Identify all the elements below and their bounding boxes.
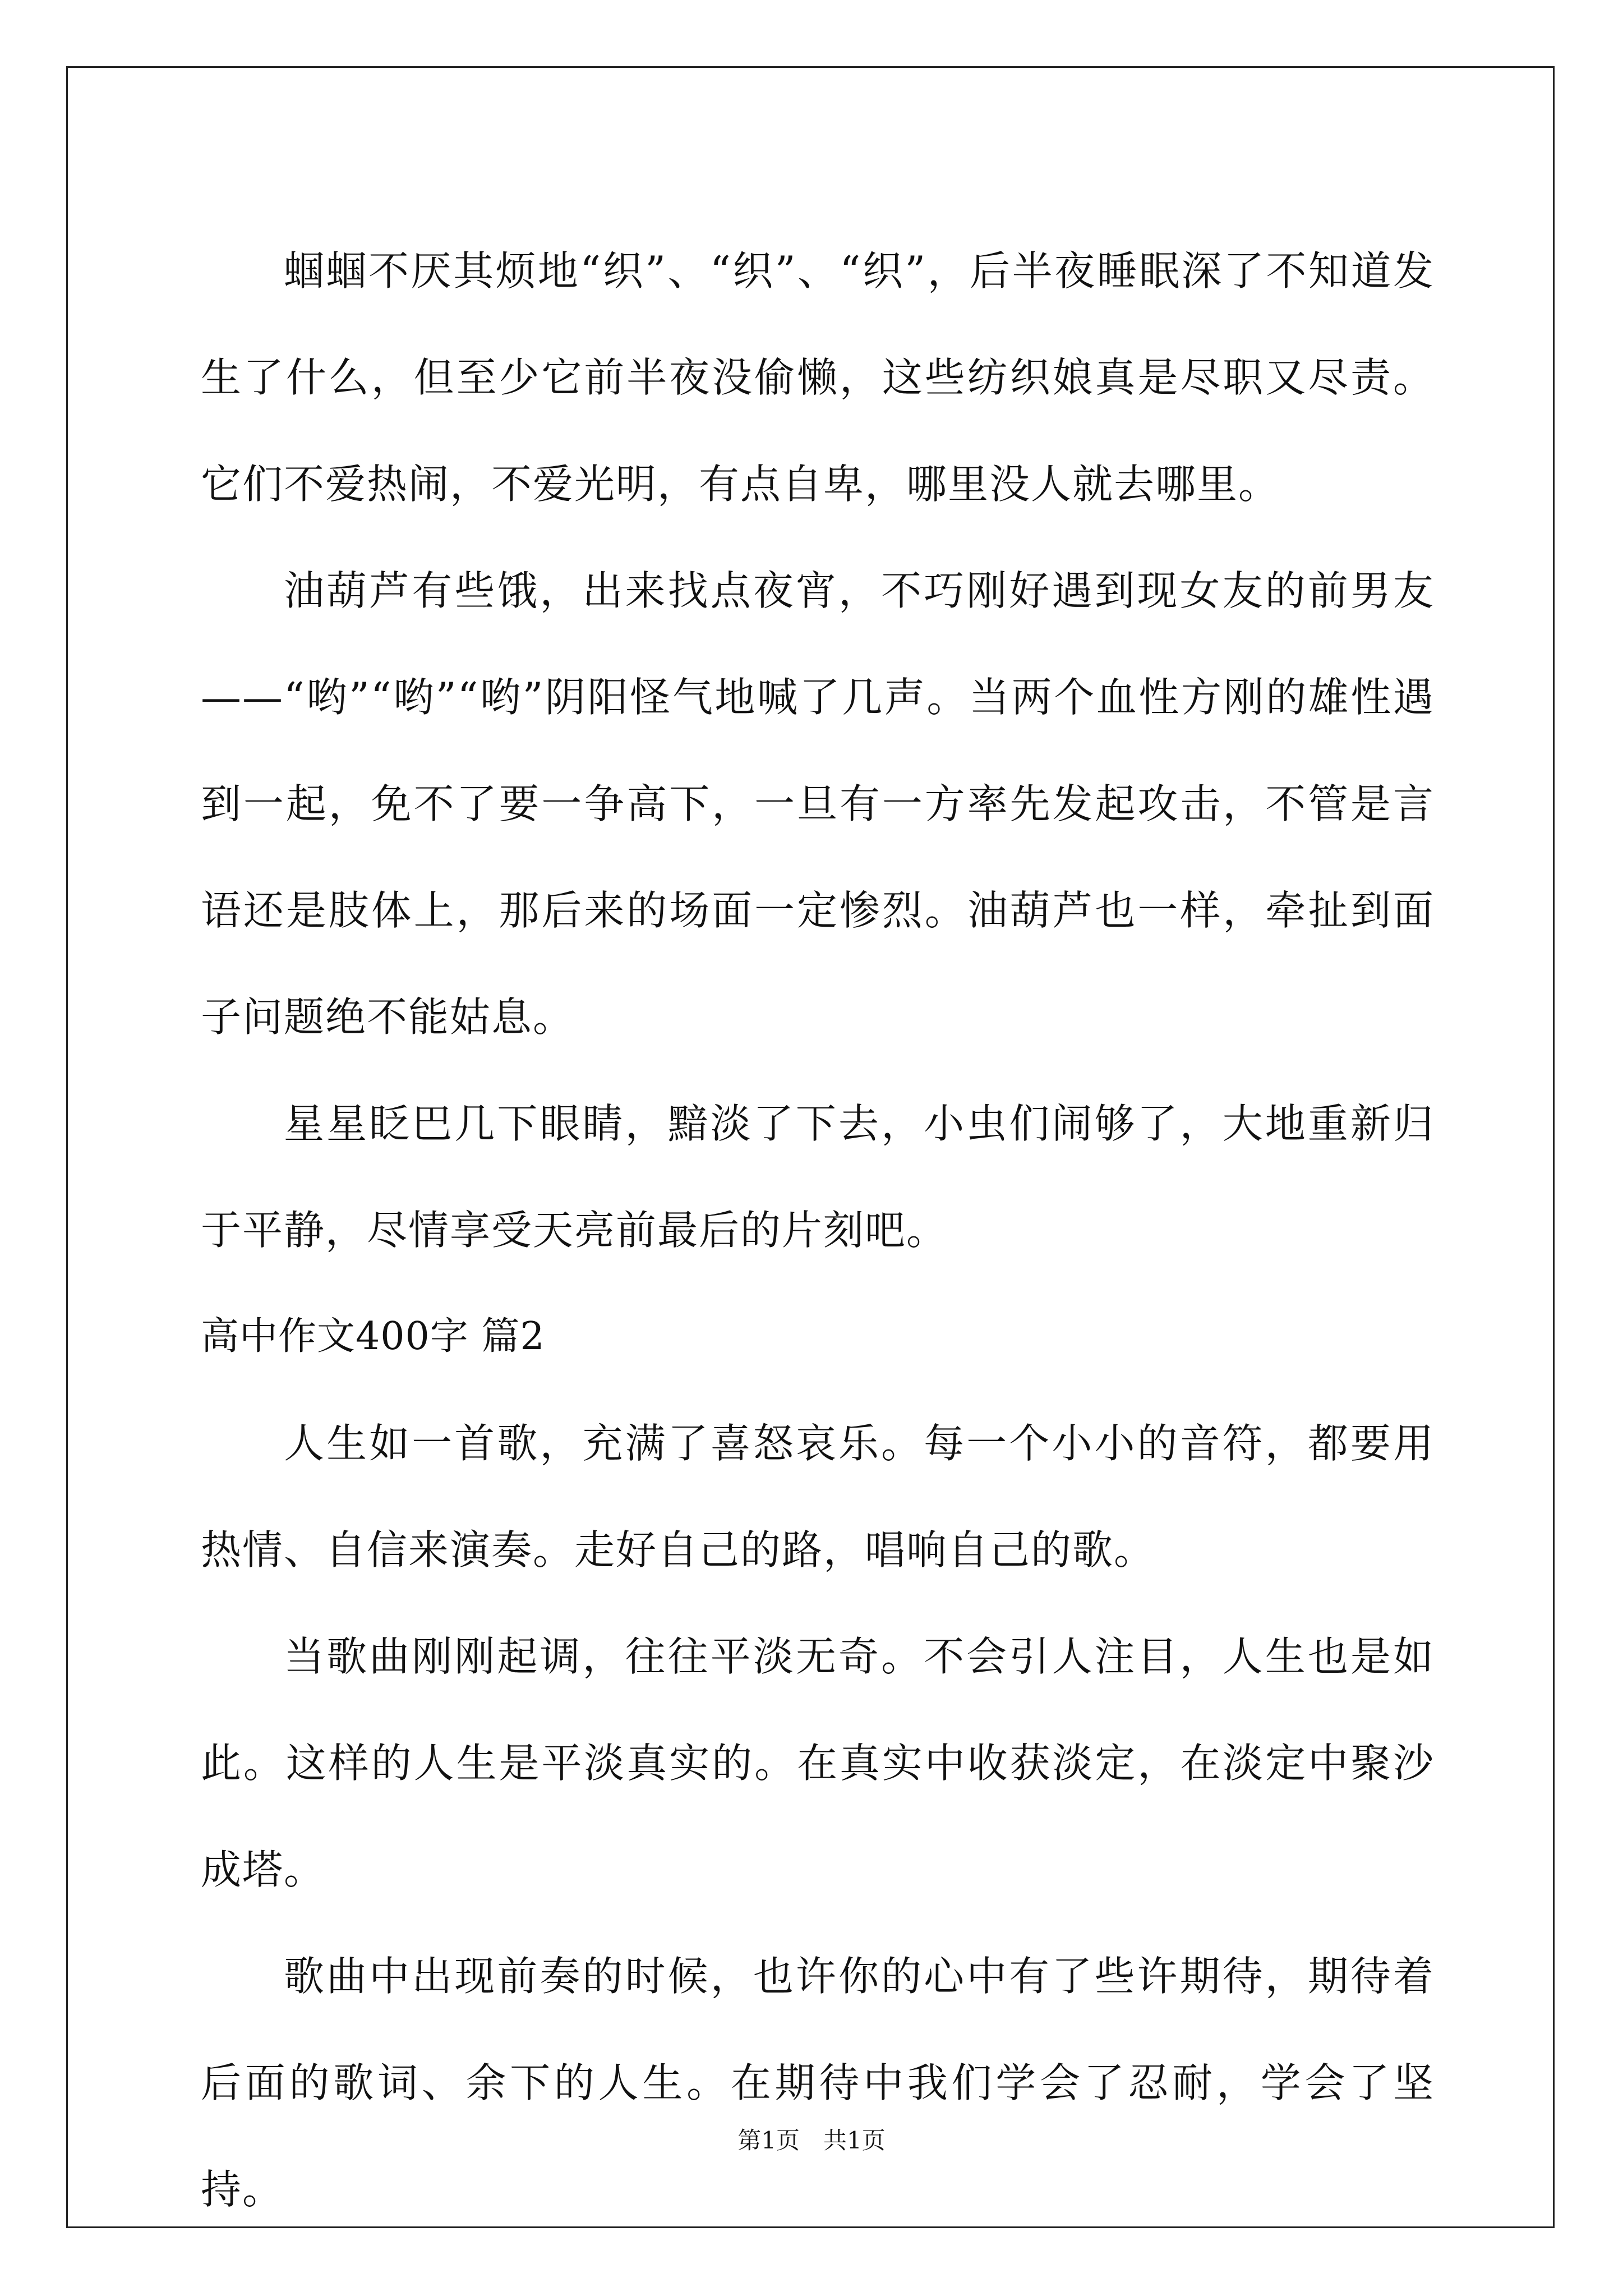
section-heading: 高中作文400字 篇2 bbox=[201, 1314, 545, 1359]
paragraph-life-song: 人生如一首歌，充满了喜怒哀乐。每一个小小的音符，都要用热情、自信来演奏。走好自己的路，唱响自己的歌。 bbox=[201, 1420, 1435, 1573]
document-body bbox=[201, 218, 1435, 2243]
paragraph-prelude: 歌曲中出现前奏的时候，也许你的心中有了些许期待，期待着后面的歌词、余下的人生。在期待中我们学会了忍耐，学会了坚持。 bbox=[201, 1953, 1435, 2213]
paragraph-stars: 星星眨巴几下眼睛，黯淡了下去，小虫们闹够了，大地重新归于平静，尽情享受天亮前最后的片刻吧。 bbox=[201, 1100, 1435, 1254]
paragraph-field-cricket: 油葫芦有些饿，出来找点夜宵，不巧刚好遇到现女友的前男友——“哟”“哟”“哟”阴阳怪气地喊了几声。当两个血性方刚的雄性遇到一起，免不了要一争高下，一旦有一方率先发起攻击，不管是言语还是肢体上，那后来的场面一定惨烈。油葫芦也一样，牵扯到面子问题绝不能姑息。 bbox=[201, 567, 1435, 1041]
paragraph-song-start: 当歌曲刚刚起调，往往平淡无奇。不会引人注目，人生也是如此。这样的人生是平淡真实的。在真实中收获淡定，在淡定中聚沙成塔。 bbox=[201, 1633, 1435, 1893]
page-number-footer: 第1页 共1页 bbox=[737, 2127, 886, 2154]
paragraph-katydid: 蝈蝈不厌其烦地“织”、“织”、“织”，后半夜睡眠深了不知道发生了什么，但至少它前半夜没偷懒，这些纺织娘真是尽职又尽责。它们不爱热闹，不爱光明，有点自卑，哪里没人就去哪里。 bbox=[201, 247, 1435, 508]
